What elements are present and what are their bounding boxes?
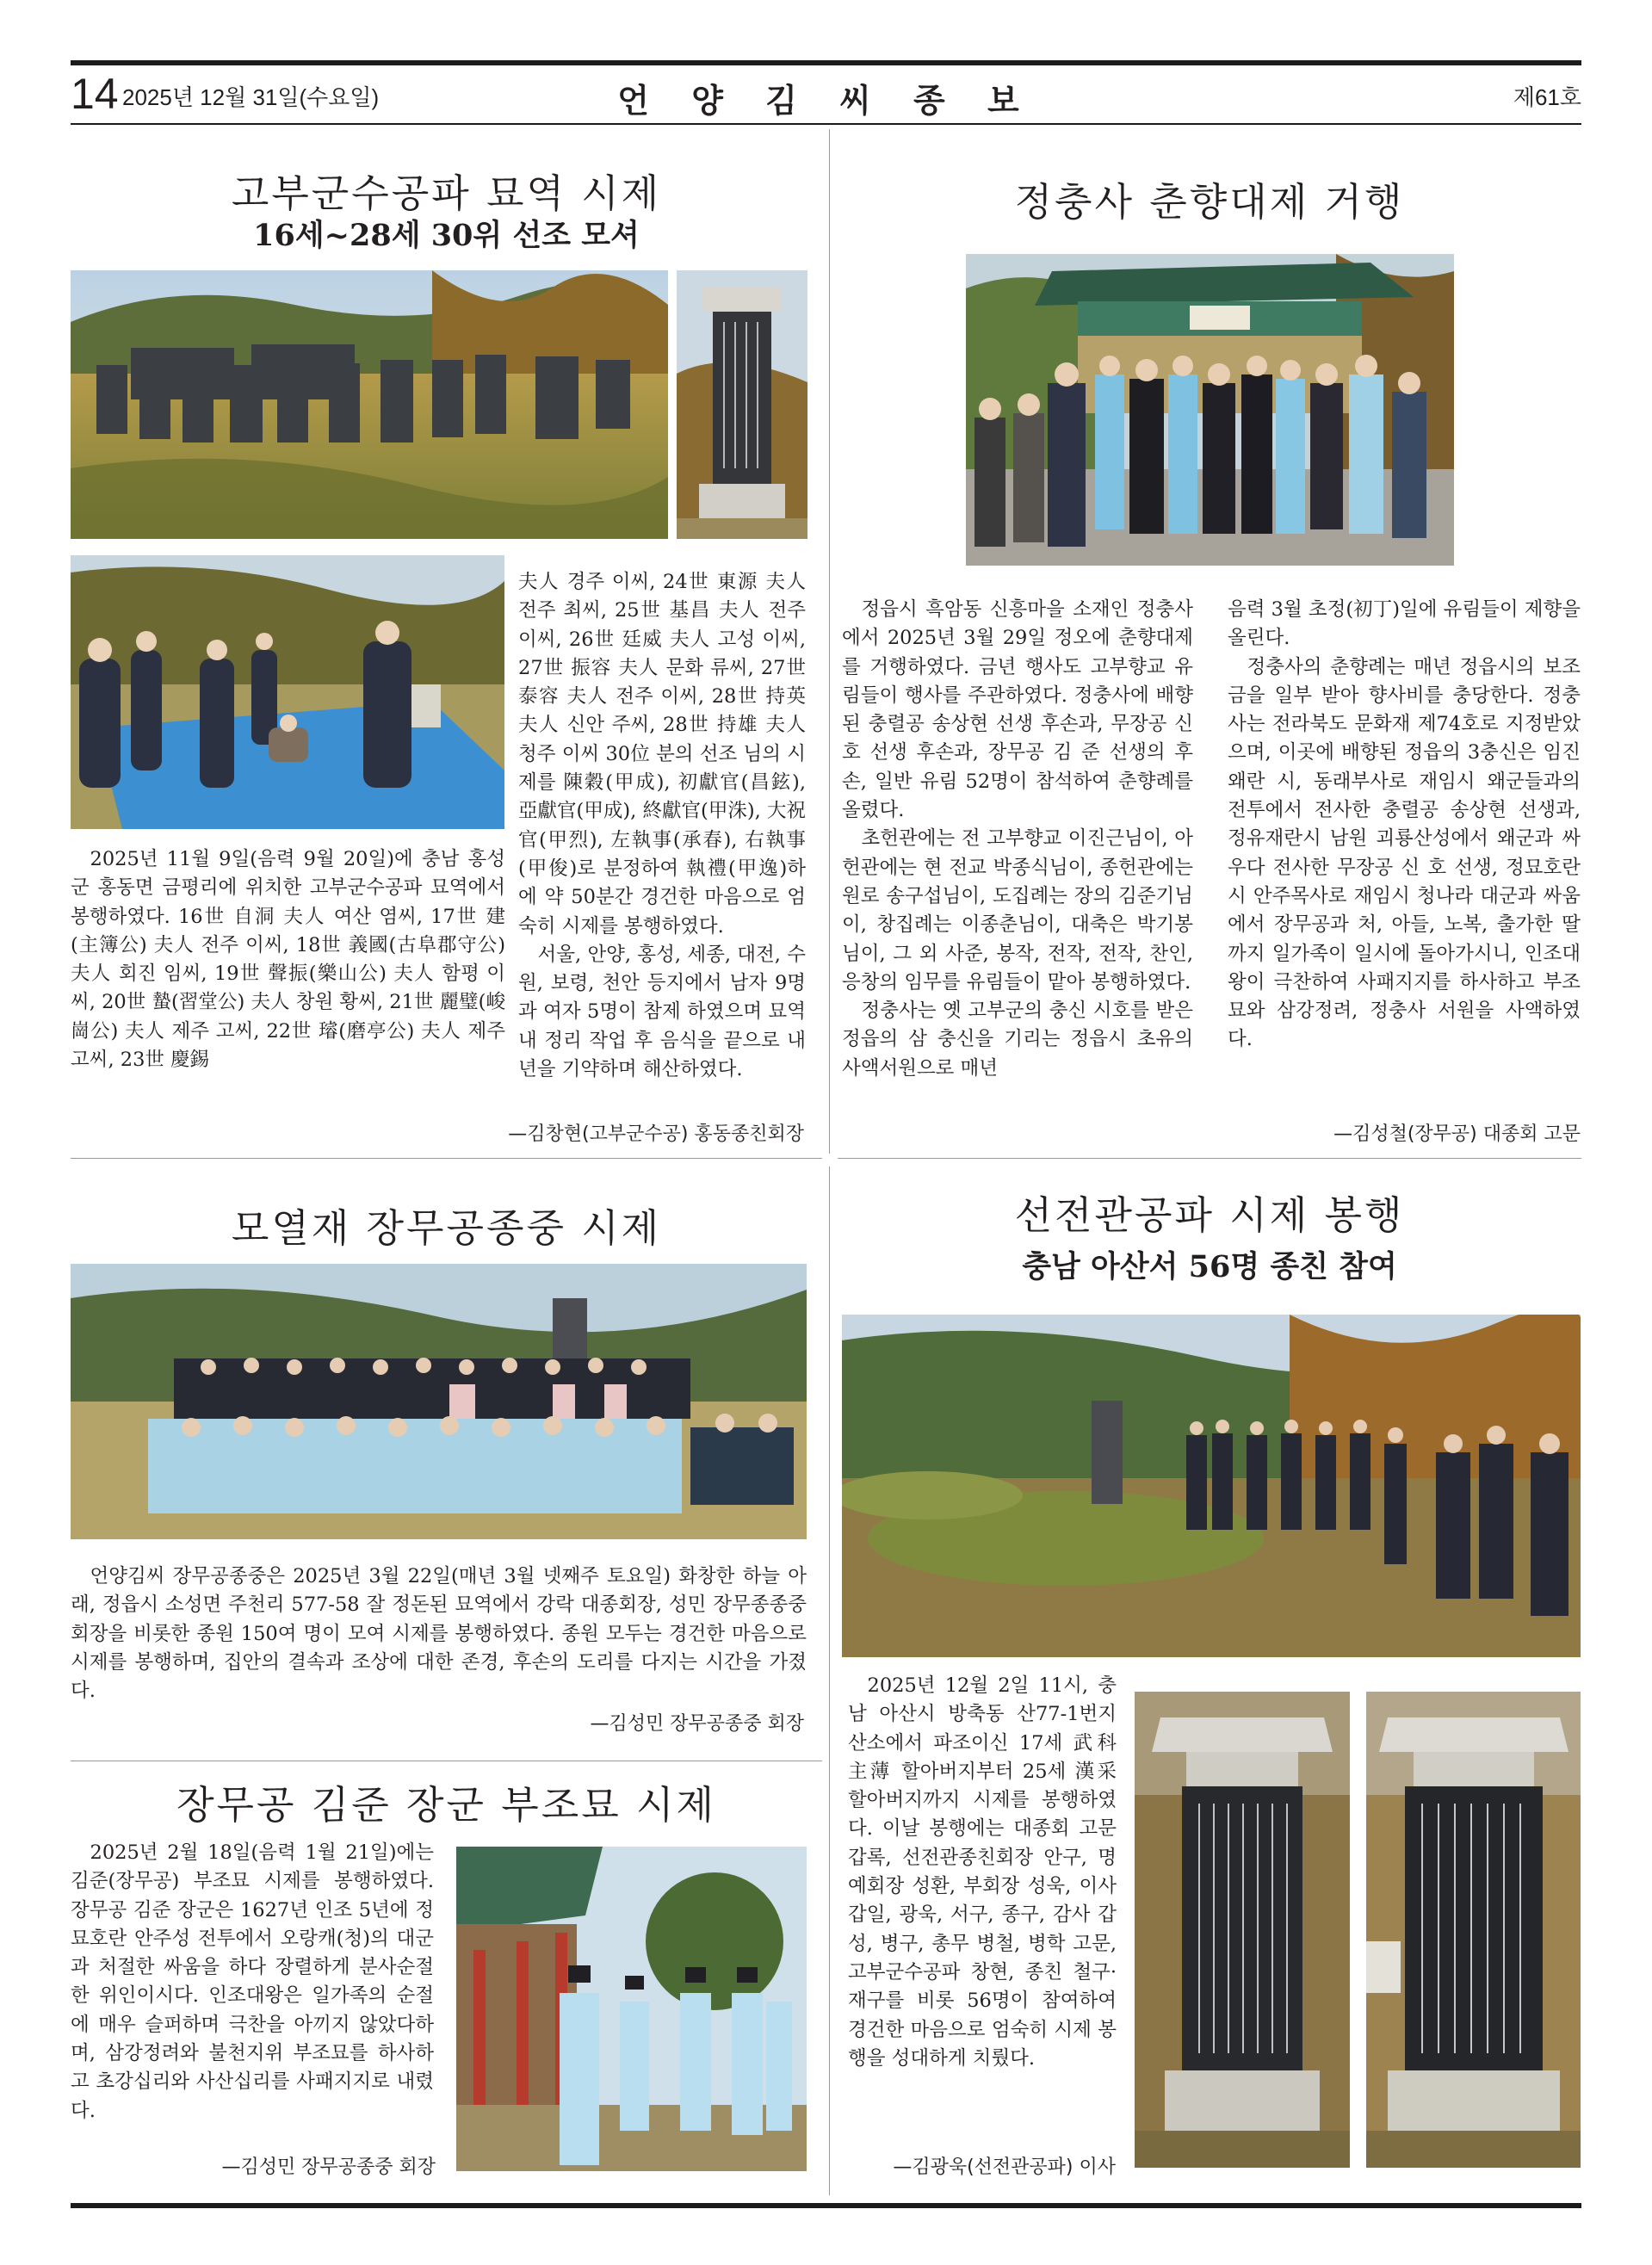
article2-signature: —김성철(장무공) 대종회 고문: [1333, 1123, 1581, 1145]
section-divider-left: [71, 1158, 822, 1159]
article5-paragraph-1: 2025년 12월 2일 11시, 충남 아산시 방축동 산77-1번지 산소에서 파조이신 17세 武科主薄 할아버지부터 25세 漢采 할아버지까지 시제를 봉행하였다. 이날 봉행에는 대종회 고문 갑록, 선전관종친회장 안구, 명예회장 성환, 부회장 성욱, 이사 갑일, 광욱, 서구, 종구, 감사 갑성, 병구, 총무 병철, 병학 고문, 고부군수공파 창현, 종친 철구·재구를 비롯 56명이 참여하여 경건한 마음으로 엄숙히 시제 봉행을 성대하게 치뤘다.: [848, 1674, 1117, 2070]
masthead: [71, 69, 1581, 119]
article5-text: [848, 1672, 1117, 2073]
photo-memorial-stone-right: [1366, 1692, 1581, 2168]
article2-paragraph-2: 초헌관에는 전 고부향교 이진근님이, 아헌관에는 현 전교 박종식님이, 종헌관에는 원로 송구섭님이, 도집례는 장의 김준기님이, 창집례는 이종춘님이, 대축은 박기봉님이, 그 외 사준, 봉작, 전작, 전작, 찬인, 응창의 임무를 유림들이 맡아 봉행하였다.: [842, 827, 1193, 993]
article4-signature: —김성민 장무공종중 회장: [221, 2157, 436, 2178]
article2-title: 정충사 춘향대제 거행: [1014, 179, 1405, 225]
article1-signature: —김창현(고부군수공) 홍동종친회장: [508, 1123, 804, 1145]
article2-paragraph-3: 정충사는 옛 고부군의 충신 시호를 받은 정읍의 삼 충신을 기리는 정읍시 초유의 사액서원으로 매년: [842, 999, 1193, 1080]
photo-jeongchungsa-shrine: [966, 254, 1454, 566]
page-bottom-rule: [71, 2203, 1581, 2208]
newspaper-title: 언 양 김 씨 종 보: [617, 82, 1035, 120]
article5-title: 선전관공파 시제 봉행: [1014, 1192, 1405, 1238]
issue-number: 제61호: [1513, 84, 1581, 110]
section-divider-right: [838, 1158, 1581, 1159]
article2-text-column-1: [842, 596, 1193, 1083]
article3-paragraph-1: 언양김씨 장무공종중은 2025년 3월 22일(매년 3월 넷째주 토요일) 화창한 하늘 아래, 정읍시 소성면 주천리 577-58 잘 정돈된 묘역에서 강락 대종회장, 성민 장무종종중 회장을 비롯한 종원 150여 명이 모여 시제를 봉행하였다. 종원 모두는 경건한 마음으로 시제를 봉행하며, 집안의 결속과 조상에 대한 존경, 후손의 도리를 다지는 시간을 가졌다.: [71, 1565, 807, 1703]
column-divider-upper: [829, 129, 830, 1154]
photo-ceremony-blue-tarp: [71, 555, 504, 829]
article4-title: 장무공 김준 장군 부조묘 시제: [176, 1782, 716, 1828]
article2-paragraph-3-continued: 음력 3월 초정(初丁)일에 유림들이 제향을 올린다.: [1228, 598, 1581, 650]
article5-signature: —김광욱(선전관공파) 이사: [893, 2157, 1116, 2178]
article5-subtitle: 충남 아산서 56명 종친 참여: [1022, 1249, 1397, 1284]
photo-memorial-stone-left: [1135, 1692, 1350, 2168]
article3-text: [71, 1563, 807, 1705]
article4-text: [71, 1839, 434, 2126]
article4-paragraph-1: 2025년 2월 18일(음력 1월 21일)에는 김준(장무공) 부조묘 시제를 봉행하였다. 장무공 김준 장군은 1627년 인조 5년에 정묘호란 안주성 전투에서 오랑캐(청)의 대군과 처절한 싸움을 하다 장렬하게 분사순절한 위인이시다. 인조대왕은 일가족의 순절에 매우 슬퍼하며 극찬을 아끼지 않았다하며, 삼강정려와 불천지위 부조묘를 하사하고 초강십리와 사산십리를 사패지지로 내렸다.: [71, 1841, 434, 2122]
article1-paragraph-2: 서울, 안양, 홍성, 세종, 대전, 수원, 보령, 천안 등지에서 남자 9명과 여자 5명이 참제 하였으며 묘역 내 정리 작업 후 음식을 끝으로 내년을 기약하며 해산하였다.: [518, 943, 806, 1081]
photo-moyeoljae-group: [71, 1264, 807, 1539]
issue-date: 2025년 12월 31일(수요일): [122, 84, 380, 110]
article1-paragraph-1: 2025년 11월 9일(음력 9월 20일)에 충남 홍성군 홍동면 금평리에 위치한 고부군수공파 묘역에서 봉행하였다. 16世 自洞 夫人 여산 염씨, 17世 建(主簿公) 夫人 전주 이씨, 18世 義國(古阜郡守公) 夫人 회진 임씨, 19世 聲振(樂山公) 夫人 함평 이씨, 20世 蟄(習堂公) 夫人 창원 황씨, 21世 麗璧(峻崗公) 夫人 제주 고씨, 22世 璿(磨亭公) 夫人 제주 고씨, 23世 慶錫: [71, 848, 505, 1072]
article1-paragraph-1-continued: 夫人 경주 이씨, 24世 東源 夫人 전주 최씨, 25世 基昌 夫人 전주 이씨, 26世 廷威 夫人 고성 이씨, 27世 振容 夫人 문화 류씨, 27世 泰容 夫人 전주 이씨, 28世 持英 夫人 신안 주씨, 28世 持雄 夫人 청주 이씨 30位 분의 선조 님의 시제를 陳穀(甲成), 初獻官(昌鉉), 亞獻官(甲成), 終獻官(甲洙), 大祝官(甲烈), 左執事(承春), 右執事(甲俊)로 분정하여 執禮(甲逸)하에 약 50분간 경건한 마음으로 엄숙히 시제를 봉행하였다.: [518, 571, 806, 938]
article3-signature: —김성민 장무공종중 회장: [590, 1713, 804, 1735]
photo-monument: [677, 270, 807, 539]
article1-text-column-2: [518, 568, 806, 1084]
article2-paragraph-1: 정읍시 흑암동 신흥마을 소재인 정충사에서 2025년 3월 29일 정오에 춘향대제를 거행하였다. 금년 행사도 고부향교 유림들이 행사를 주관하였다. 정충사에 배향된 충렬공 송상현 선생 후손과, 무장공 신호 선생 후손과, 장무공 김 준 선생의 후손, 일반 유림 52명이 참석하여 춘향례를 올렸다.: [842, 598, 1193, 822]
photo-seonjeongwan-ceremony: [842, 1315, 1581, 1657]
column-divider-lower: [829, 1167, 830, 2195]
article2-paragraph-4: 정충사의 춘향례는 매년 정읍시의 보조금을 일부 받아 향사비를 충당한다. 정충사는 전라북도 문화재 제74호로 지정받았으며, 이곳에 배향된 정읍의 3충신은 임진왜란 시, 동래부사로 재임시 왜군들과의 전투에서 전사한 충렬공 송상현 선생과, 정유재란시 남원 괴룡산성에서 왜군과 싸우다 전사한 무장공 신 호 선생, 정묘호란시 안주목사로 재임시 청나라 대군과 싸움에서 장무공과 처, 아들, 노복, 출가한 딸까지 일가족이 일시에 돌아가시니, 인조대왕이 극찬하여 사패지지를 하사하고 부조묘와 삼강정려, 정충사 서원을 사액하였다.: [1228, 655, 1581, 1051]
masthead-bottom-rule: [71, 123, 1581, 125]
article1-subtitle: 16세~28세 30위 선조 모셔: [253, 218, 640, 253]
article3-title: 모열재 장무공종중 시제: [231, 1205, 662, 1251]
article2-text-column-2: [1228, 596, 1581, 1055]
article1-text-column-1: [71, 845, 505, 1074]
photo-gravestones: [71, 270, 668, 539]
photo-bujomyo-rite: [456, 1847, 807, 2171]
article1-title: 고부군수공파 묘역 시제: [231, 170, 662, 216]
page-number: 14: [71, 70, 119, 118]
masthead-top-rule: [71, 60, 1581, 65]
